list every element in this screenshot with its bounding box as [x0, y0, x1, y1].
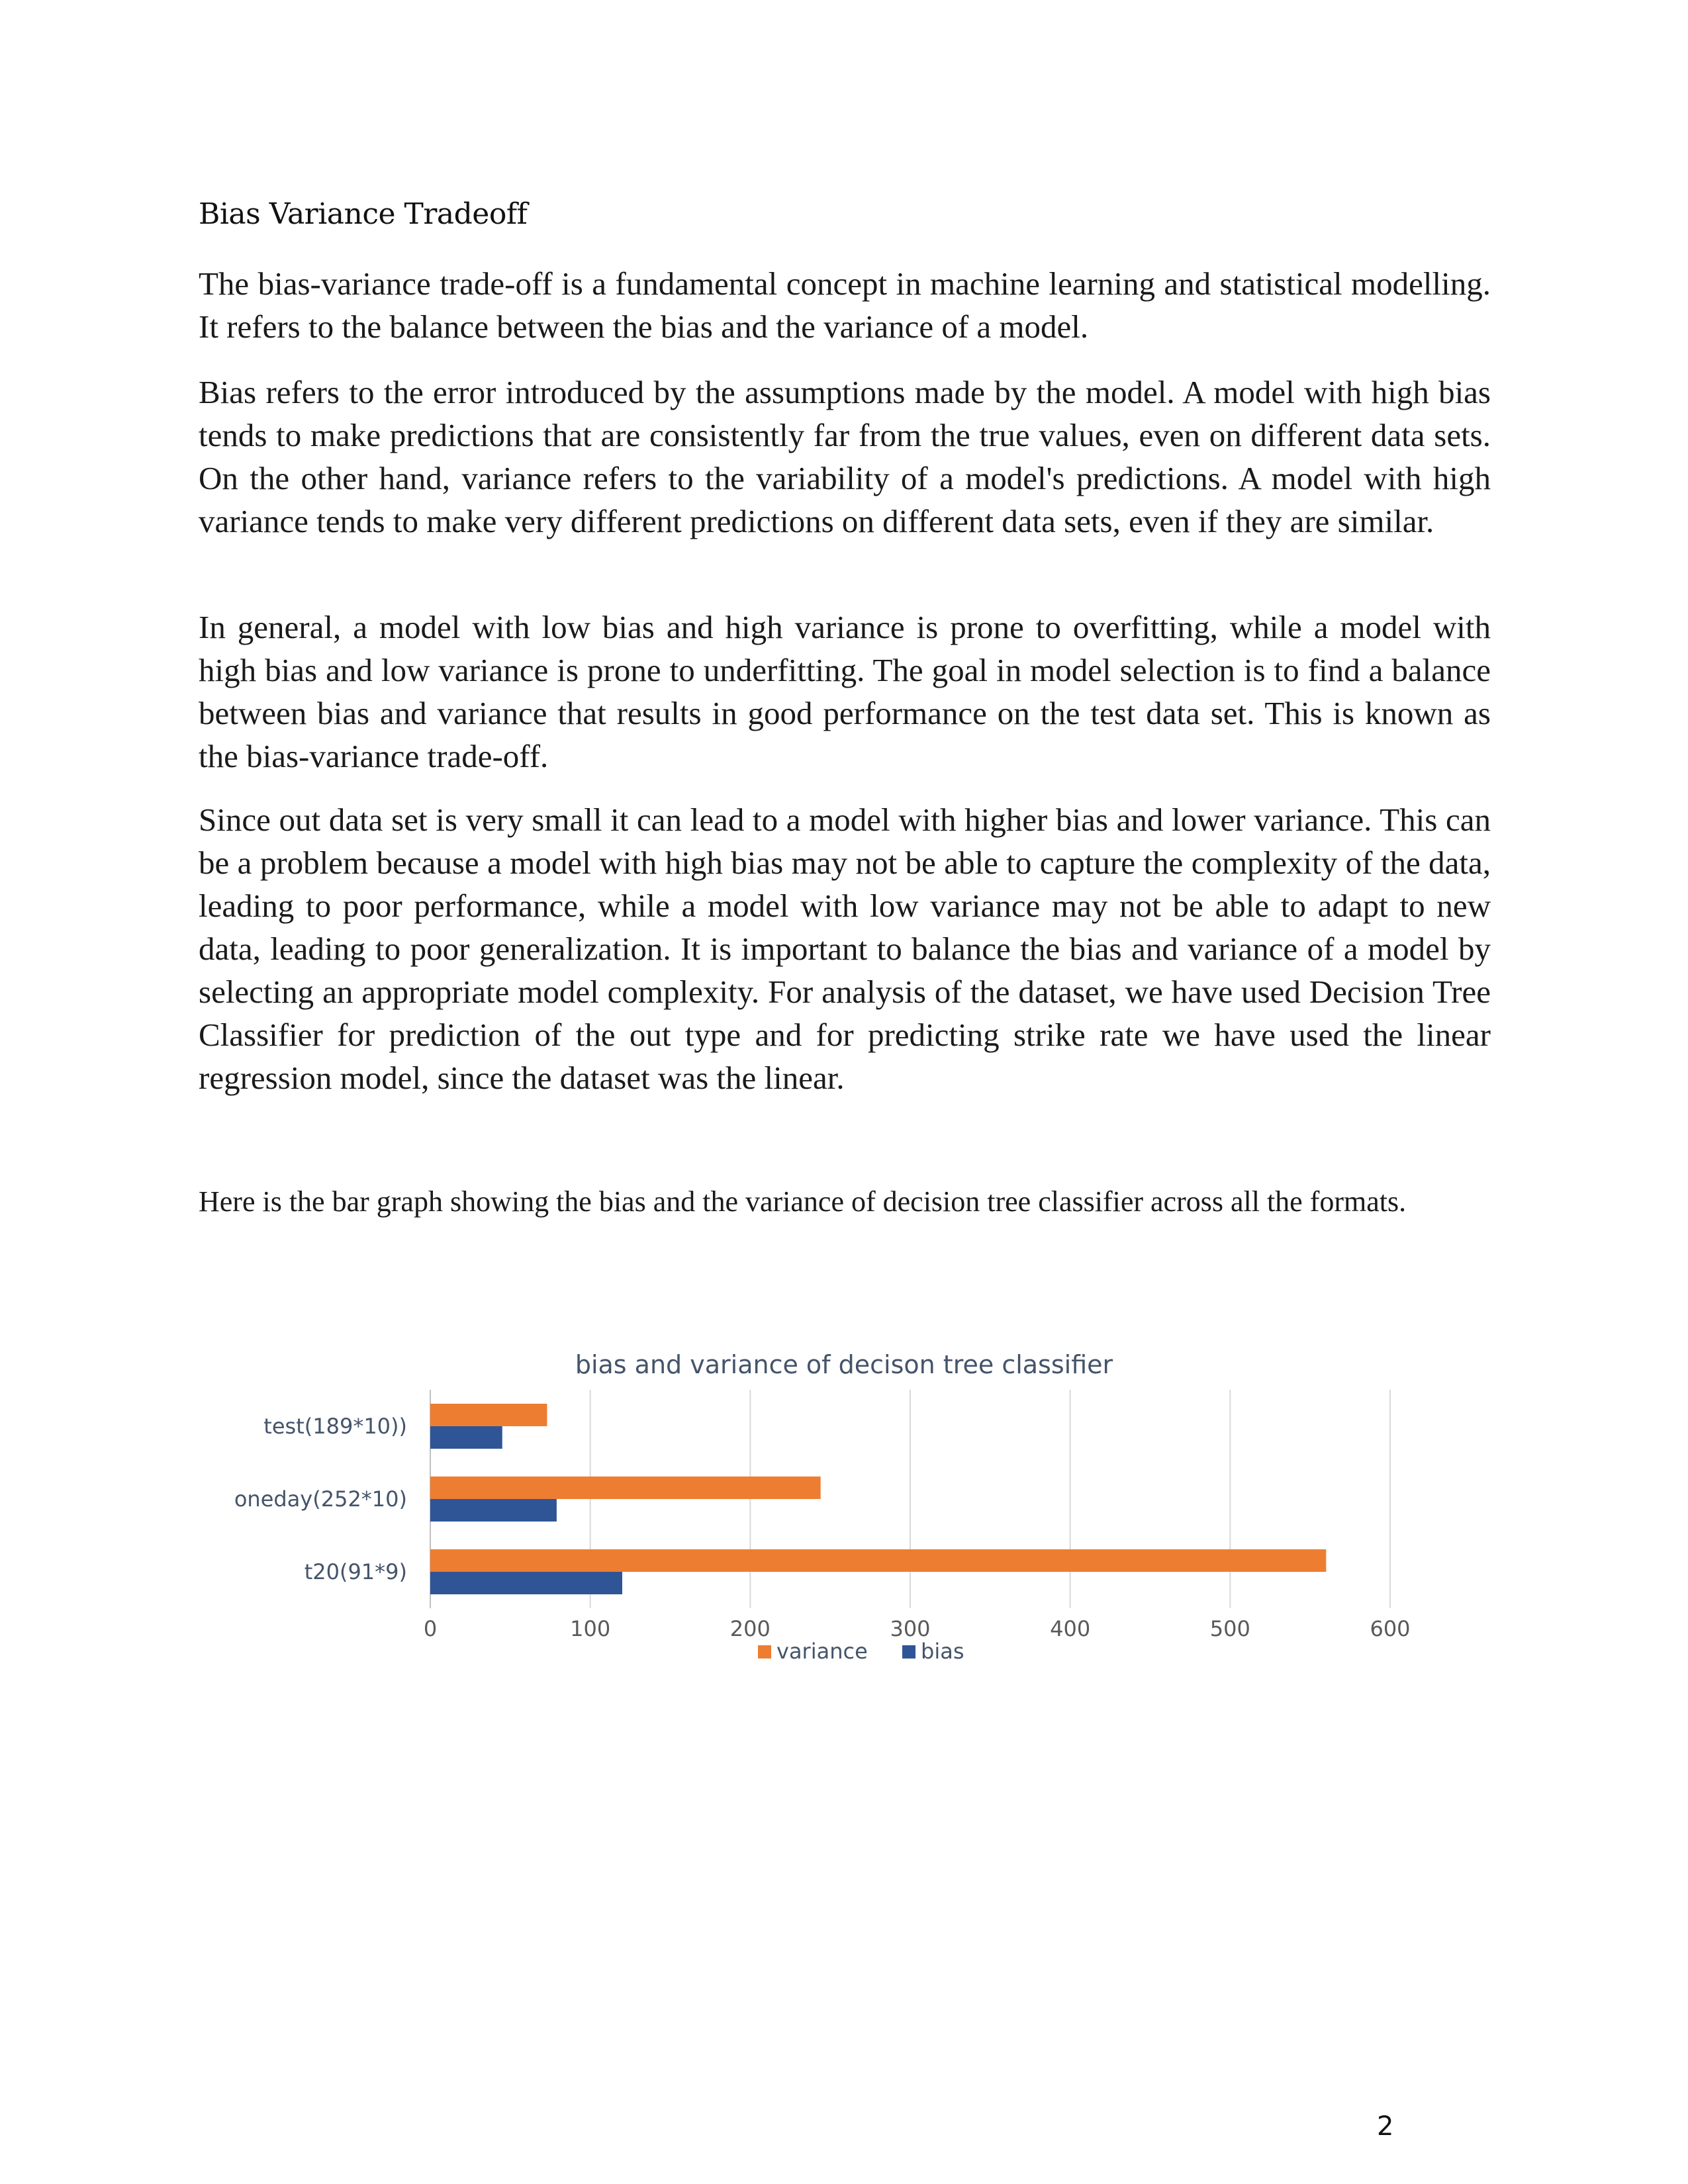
bar-variance — [430, 1549, 1326, 1572]
bar-bias — [430, 1572, 622, 1594]
x-tick-label: 600 — [1370, 1616, 1411, 1641]
legend-swatch-bias — [902, 1645, 915, 1659]
bar-bias — [430, 1499, 557, 1522]
paragraph-dataset: Since out data set is very small it can lead to a model with higher bias and lower variance. This can be a problem because a model with high bias may not be able to capture the complexity of the data, leading to poor performance, while a model with low variance may not be able to adapt to new data, leading to poor generalization. It is important to balance the bias and variance of a model by selecting an appropriate model complexity. For analysis of the dataset, we have used Decision Tree Classifier for prediction of the out type and for predicting strike rate we have used the linear regression model, since the dataset was the linear. — [199, 801, 1491, 1096]
paragraph-overfitting: In general, a model with low bias and high variance is prone to overfitting, while a model with high bias and low variance is prone to underfitting. The goal in model selection is to find a balance between bias and variance that results in good performance on the test data set. This is known as the bias-variance trade-off. — [199, 609, 1491, 774]
category-label: test(189*10)) — [263, 1414, 407, 1439]
category-label: t20(91*9) — [304, 1559, 407, 1584]
bar-bias — [430, 1426, 502, 1449]
legend-label-variance: variance — [776, 1639, 868, 1664]
bar-variance — [430, 1404, 547, 1426]
chart-labels — [234, 1350, 1411, 1664]
x-tick-label: 200 — [729, 1616, 771, 1641]
chart-bars — [430, 1404, 1326, 1594]
x-tick-label: 0 — [423, 1616, 438, 1641]
x-tick-label: 400 — [1050, 1616, 1091, 1641]
x-tick-label: 100 — [570, 1616, 611, 1641]
category-label: oneday(252*10) — [234, 1486, 407, 1512]
section-heading: Bias Variance Tradeoff — [199, 197, 528, 231]
paragraph-chart-intro: Here is the bar graph showing the bias and the variance of decision tree classifier across all the formats. — [199, 1185, 1407, 1218]
page-number: 2 — [1377, 2111, 1394, 2142]
x-tick-label: 500 — [1209, 1616, 1250, 1641]
x-tick-label: 300 — [890, 1616, 931, 1641]
paragraph-bias-definition: Bias refers to the error introduced by the assumptions made by the model. A model with high bias tends to make predictions that are consistently far from the true values, even on different data sets. On the other hand, variance refers to the variability of a model's predictions. A model with high variance tends to make very different predictions on different data sets, even if they are similar. — [199, 374, 1491, 539]
chart-title: bias and variance of decison tree classifier — [575, 1350, 1113, 1379]
legend-label-bias: bias — [921, 1639, 964, 1664]
legend-swatch-variance — [758, 1645, 771, 1659]
paragraph-intro: The bias-variance trade-off is a fundamental concept in machine learning and statistical modelling. It refers to the balance between the bias and the variance of a model. — [199, 265, 1491, 345]
bar-variance — [430, 1477, 821, 1499]
